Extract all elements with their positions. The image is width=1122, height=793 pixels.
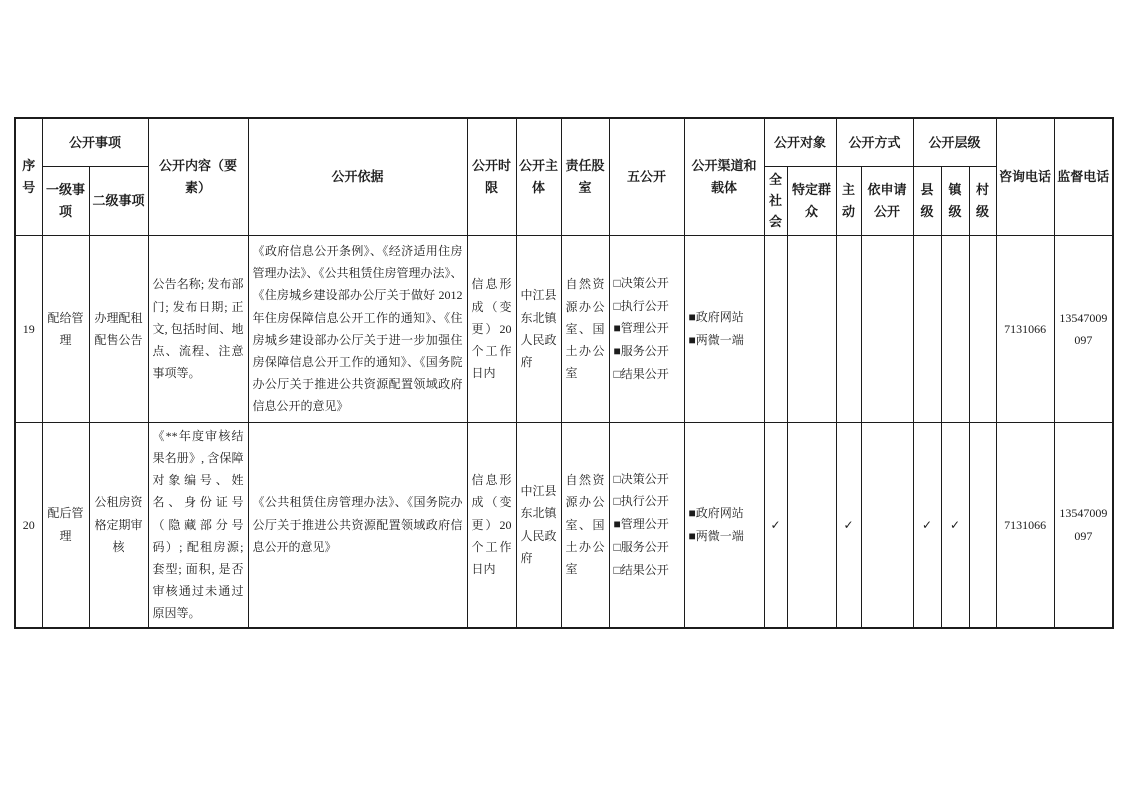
cell-mode-request (861, 235, 913, 422)
header-level-village: 村级 (969, 166, 996, 235)
channel-item: ■两微一端 (688, 528, 744, 543)
five-open-option: □决策公开 (613, 471, 669, 486)
cell-level-town (941, 235, 969, 422)
cell-department: 自然资源办公室、国土办公室 (561, 235, 609, 422)
header-serial: 序号 (15, 118, 42, 235)
cell-target-specific (787, 235, 836, 422)
cell-basis: 《公共租赁住房管理办法》、《国务院办公厅关于推进公共资源配置领域政府信息公开的意见》 (248, 422, 467, 627)
header-mode-group: 公开方式 (836, 118, 913, 166)
cell-consult-phone: 7131066 (996, 422, 1054, 627)
cell-consult-phone: 7131066 (996, 235, 1054, 422)
header-supervise-phone: 监督电话 (1054, 118, 1113, 235)
channel-item: ■两微一端 (688, 332, 744, 347)
cell-department: 自然资源办公室、国土办公室 (561, 422, 609, 627)
five-open-option: □执行公开 (613, 298, 669, 313)
header-level2: 二级事项 (89, 166, 148, 235)
cell-level1: 配后管理 (42, 422, 89, 627)
cell-five-open (609, 235, 684, 422)
cell-basis: 《政府信息公开条例》、《经济适用住房管理办法》、《公共租赁住房管理办法》、《住房城乡建设部办公厅关于做好 2012 年住房保障信息公开工作的通知》、《住房城乡建设部办公厅关于进一步加强住房保障信息公开工作的通知》、《国务院办公厅关于推进公共资源配置领域政府信息公开的意见》 (248, 235, 467, 422)
header-target-specific: 特定群众 (787, 166, 836, 235)
cell-channels (684, 235, 764, 422)
cell-mode-active: ✓ (836, 422, 861, 627)
header-mode-active: 主动 (836, 166, 861, 235)
cell-mode-active (836, 235, 861, 422)
cell-serial: 19 (15, 235, 42, 422)
table-row (15, 235, 1113, 422)
header-subject: 公开主体 (516, 118, 561, 235)
cell-level-county (913, 235, 941, 422)
header-level-town: 镇级 (941, 166, 969, 235)
cell-content: 公告名称; 发布部门; 发布日期; 正文, 包括时间、地点、流程、注意事项等。 (148, 235, 248, 422)
header-level-group: 公开层级 (913, 118, 996, 166)
channel-item: ■政府网站 (688, 505, 744, 520)
five-open-option: □服务公开 (613, 540, 669, 555)
header-target-group: 公开对象 (764, 118, 836, 166)
five-open-option: □执行公开 (613, 494, 669, 509)
cell-target-all (764, 235, 787, 422)
cell-time-limit: 信息形成（变更）20 个工作日内 (467, 235, 516, 422)
five-open-option: □结果公开 (613, 367, 669, 381)
cell-content: 《**年度审核结果名册》, 含保障对象编号、姓名、身份证号（隐藏部分号码）; 配租房源; 套型; 面积, 是否审核通过未通过原因等。 (148, 422, 248, 627)
cell-supervise-phone: 13547009097 (1054, 422, 1113, 627)
five-open-option: ■管理公开 (613, 321, 669, 336)
five-open-option: ■服务公开 (613, 344, 669, 359)
five-open-option: ■管理公开 (613, 517, 669, 532)
header-matter-group: 公开事项 (42, 118, 148, 166)
cell-target-all: ✓ (764, 422, 787, 627)
header-content: 公开内容（要素） (148, 118, 248, 235)
cell-level2: 公租房资格定期审核 (89, 422, 148, 627)
table-row (15, 422, 1113, 627)
cell-supervise-phone: 13547009097 (1054, 235, 1113, 422)
header-mode-request: 依申请公开 (861, 166, 913, 235)
cell-level-county: ✓ (913, 422, 941, 627)
header-department: 责任股室 (561, 118, 609, 235)
header-five-open: 五公开 (609, 118, 684, 235)
header-consult-phone: 咨询电话 (996, 118, 1054, 235)
header-level1: 一级事项 (42, 166, 89, 235)
channel-item: ■政府网站 (688, 310, 744, 325)
disclosure-table (14, 117, 1114, 629)
header-time-limit: 公开时限 (467, 118, 516, 235)
cell-level1: 配给管理 (42, 235, 89, 422)
cell-mode-request (861, 422, 913, 627)
header-channels: 公开渠道和载体 (684, 118, 764, 235)
five-open-option: □结果公开 (613, 562, 669, 577)
cell-five-open (609, 422, 684, 627)
header-target-all: 全社会 (764, 166, 787, 235)
header-basis: 公开依据 (248, 118, 467, 235)
cell-channels (684, 422, 764, 627)
cell-level2: 办理配租配售公告 (89, 235, 148, 422)
cell-subject: 中江县东北镇人民政府 (516, 422, 561, 627)
header-level-county: 县级 (913, 166, 941, 235)
cell-level-village (969, 235, 996, 422)
cell-subject: 中江县东北镇人民政府 (516, 235, 561, 422)
cell-level-village (969, 422, 996, 627)
five-open-option: □决策公开 (613, 275, 669, 290)
cell-target-specific (787, 422, 836, 627)
cell-time-limit: 信息形成（变更）20 个工作日内 (467, 422, 516, 627)
cell-level-town: ✓ (941, 422, 969, 627)
cell-serial: 20 (15, 422, 42, 627)
